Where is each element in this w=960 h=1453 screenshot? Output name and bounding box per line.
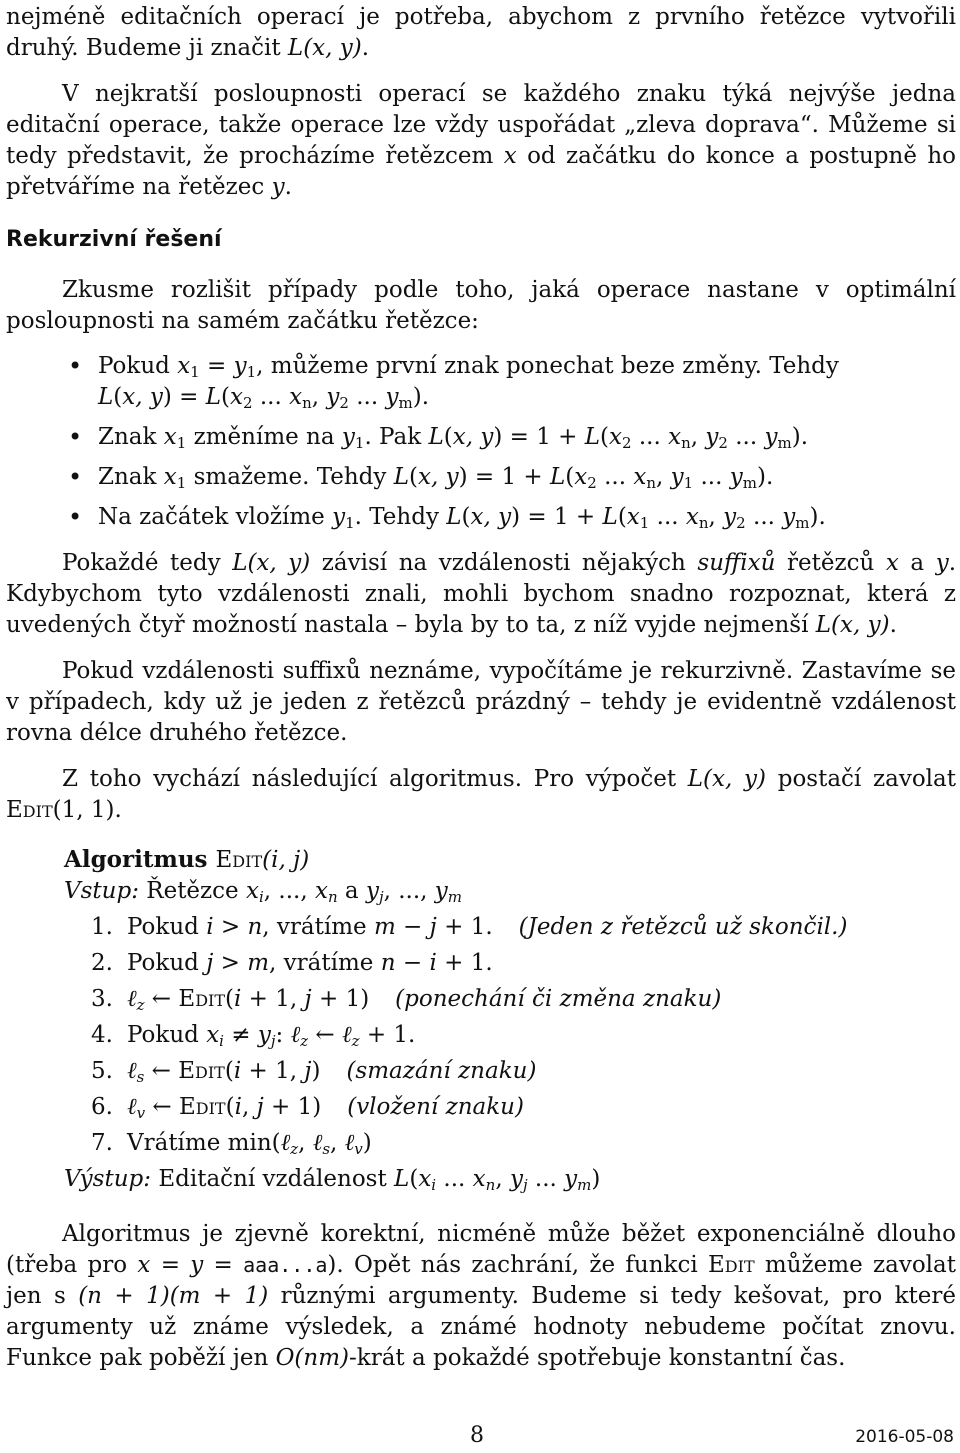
algorithm-step: 7. Vrátíme min(ℓ$_z$, ℓ$_s$, ℓ$_v$) <box>91 1130 372 1158</box>
paragraph-closing <box>6 1219 956 1374</box>
math-inline: y <box>935 550 949 576</box>
algorithm-steps <box>64 912 956 1159</box>
text-run: . <box>361 35 370 61</box>
text-run: . Kdybychom tyto vzdálenosti znali, mohli bychom snadno rozpoznat, která z uvedených čtyř možností nastala – byla by to ta, z níž vyjde nejmenší <box>6 550 956 638</box>
paragraph-algorithm-intro <box>6 764 956 826</box>
algorithm-output: Výstup: Editační vzdálenost $L(x_i$ ... $x_n$, $y_j$ ... $y_m$) <box>64 1166 601 1194</box>
function-name: Edit <box>708 1252 755 1278</box>
page-number: 8 <box>470 1423 484 1448</box>
text-run: (1, 1). <box>52 797 122 823</box>
step-comment: (Jeden z řetězců už skončil.) <box>518 914 848 940</box>
case-item: • Pokud $x_1 = y_1$, můžeme první znak ponechat beze změny. Tehdy L(x, $y) = L(x_2$ ... $x_n$, $y_2$ ... $y_m$). <box>48 351 956 413</box>
algorithm-step: 6. ℓ$_v$ ← Edit(i, j + 1) (vložení znaku) <box>91 1094 524 1122</box>
paragraph-definition <box>6 2 956 64</box>
case-item: • Na začátek vložíme $y_1$. Tehdy L(x, $y) = 1 + L(x_1$ ... $x_n$, $y_2$ ... $y_m$). <box>48 502 956 533</box>
text-run: Pokaždé tedy <box>62 550 233 576</box>
algorithm-title <box>64 844 956 876</box>
math-inline: L(x, y) <box>232 550 311 576</box>
text-run: řetězců <box>775 550 886 576</box>
text-run: Algoritmus je zjevně korektní, nicméně může běžet exponenciálně dlouho (třeba pro <box>6 1221 956 1278</box>
text-run: různými argumenty. Budeme si tedy kešovat, pro které argumenty už známe výsledek, a známé hodnoty nebudeme počítat znovu. Funkce pak poběží jen <box>6 1283 956 1371</box>
algorithm-step: 3. ℓ$_z$ ← Edit(i + 1, j + 1) (ponechání či změna znaku) <box>91 986 722 1014</box>
algorithm-step: 1. Pokud i > n, vrátíme m − j + 1. (Jeden z řetězců už skončil.) <box>91 914 848 940</box>
text-run: a <box>898 550 936 576</box>
step-comment: (vložení znaku) <box>347 1094 524 1120</box>
text-run: ). Opět nás zachrání, že funkci <box>327 1252 709 1278</box>
algorithm-label: Algoritmus <box>64 846 216 873</box>
case-item: • Znak $x_1$ změníme na $y_1$. Pak L(x, $y) = 1 + L(x_2$ ... $x_n$, $y_2$ ... $y_m$). <box>48 422 956 453</box>
algorithm-step: 5. ℓ$_s$ ← Edit(i + 1, j) (smazání znaku) <box>91 1058 537 1086</box>
page-content <box>6 2 956 1374</box>
emphasis: suffixů <box>697 550 776 576</box>
text-run: závisí na vzdálenosti nějakých <box>310 550 698 576</box>
text-run: nejméně editačních operací je potřeba, abychom z prvního řetězce vytvořili druhý. Budeme ji značit <box>6 4 956 61</box>
math-inline: (i, j) <box>262 847 310 873</box>
function-name: Edit <box>215 847 263 873</box>
text-run: můžeme zavolat jen s <box>6 1252 956 1309</box>
text-run: od začátku do konce a postupně ho přetváříme na řetězec <box>6 143 956 200</box>
paragraph-suffixes <box>6 548 956 641</box>
paragraph-intro: Zkusme rozlišit případy podle toho, jaká operace nastane v optimální posloupnosti na samém začátku řetězce: <box>6 277 956 334</box>
algorithm-step: 2. Pokud j > m, vrátíme n − i + 1. <box>91 950 493 976</box>
section-heading: Rekurzivní řešení <box>6 227 222 252</box>
algorithm-input: Vstup: Řetězce $x_i$, ..., $x_n$ a $y_j$, ..., $y_m$ <box>64 878 463 906</box>
date-stamp: 2016-05-08 <box>855 1427 954 1447</box>
output-label: Výstup: <box>64 1166 152 1192</box>
input-label: Vstup: <box>64 878 139 904</box>
math-inline: x = y = <box>137 1252 244 1278</box>
case-item: • Znak $x_1$ smažeme. Tehdy L(x, $y) = 1 + L(x_2$ ... $x_n$, $y_1$ ... $y_m$). <box>48 462 956 493</box>
paragraph-recursive: Pokud vzdálenosti suffixů neznáme, vypočítáme je rekurzivně. Zastavíme se v případech, kdy už je jeden z řetězců prázdný – tehdy je evidentně vzdálenost rovna délce druhého řetězce. <box>6 658 956 746</box>
code-inline: aaa...a <box>243 1253 328 1277</box>
math-inline: (n + 1)(m + 1) <box>78 1283 269 1309</box>
math-inline: L(x, y) <box>687 766 766 792</box>
function-name: Edit <box>6 797 53 823</box>
text-run: Z toho vychází následující algoritmus. Pro výpočet <box>62 766 688 792</box>
math-inline: O(nm) <box>275 1345 350 1371</box>
text-run: V nejkratší posloupnosti operací se každého znaku týká nejvýše jedna editační operace, takže operace lze vždy uspořádat „zleva doprava“. Můžeme si tedy představit, že procházíme řetězcem <box>6 81 956 169</box>
algorithm-step: 4. Pokud $x_i \ne y_j$: ℓ$_z$ ← ℓ$_z$ + 1. <box>91 1022 416 1050</box>
text-run: postačí zavolat <box>766 766 956 792</box>
text-run: -krát a pokaždé spotřebuje konstantní čas. <box>349 1345 846 1371</box>
paragraph-ordering <box>6 79 956 203</box>
math-inline: L(x, y) <box>287 35 362 61</box>
math-inline: x <box>885 550 899 576</box>
math-inline: x <box>503 143 517 169</box>
algorithm-block <box>6 844 956 1195</box>
page-footer <box>0 1420 960 1450</box>
step-comment: (ponechání či změna znaku) <box>395 986 722 1012</box>
step-comment: (smazání znaku) <box>346 1058 537 1084</box>
text-run: . <box>889 612 897 638</box>
math-inline: L(x, y) <box>815 612 890 638</box>
math-inline: y <box>271 174 285 200</box>
cases-list <box>6 351 956 533</box>
text-run: . <box>284 174 292 200</box>
